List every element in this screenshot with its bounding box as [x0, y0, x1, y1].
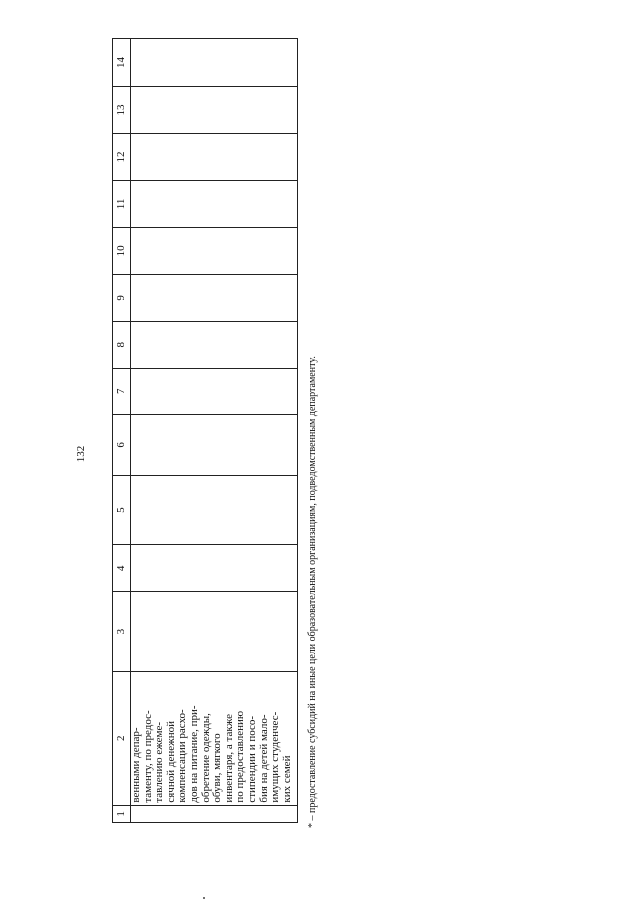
- table-cell: [131, 274, 298, 321]
- column-header: 8: [113, 321, 131, 368]
- table-cell: [131, 475, 298, 544]
- table-cell: [131, 592, 298, 672]
- column-header: 6: [113, 414, 131, 475]
- table-cell: [131, 321, 298, 368]
- table-cell: [131, 368, 298, 414]
- table-cell: [131, 227, 298, 274]
- column-header: 2: [113, 671, 131, 805]
- table-cell: [131, 134, 298, 181]
- column-header: 5: [113, 475, 131, 544]
- table-cell: [131, 545, 298, 592]
- table-cell: [131, 39, 298, 87]
- column-header: 11: [113, 180, 131, 227]
- column-header: 13: [113, 87, 131, 134]
- table-cell-description: венными депар- таменту, по предос- тавлению ежеме- сячной денежной компенсации расхо- дов на питание, при- обретение одежды, обуви, мягкого инвентаря, а также по предоставлению стипендии и посо- бия на детей мало- имущих студенчес- ких семей: [131, 671, 298, 805]
- header-row: [113, 39, 131, 823]
- column-header: 9: [113, 274, 131, 321]
- footnote: * – предоставление субсидий на иные цели образовательным организациям, подведомственным департаменту.: [307, 356, 318, 828]
- table-cell: [131, 87, 298, 134]
- column-header: 1: [113, 805, 131, 822]
- column-header: 7: [113, 368, 131, 414]
- data-table-container: [112, 0, 298, 823]
- column-header: 10: [113, 227, 131, 274]
- column-header: 14: [113, 39, 131, 87]
- table-row: [131, 39, 298, 823]
- page-number: 132: [75, 445, 87, 463]
- table-cell: [131, 805, 298, 822]
- scan-speck: [203, 897, 205, 899]
- table-cell: [131, 414, 298, 475]
- column-header: 3: [113, 592, 131, 672]
- column-header: 12: [113, 134, 131, 181]
- column-header: 4: [113, 545, 131, 592]
- table-cell: [131, 180, 298, 227]
- data-table: [112, 38, 298, 823]
